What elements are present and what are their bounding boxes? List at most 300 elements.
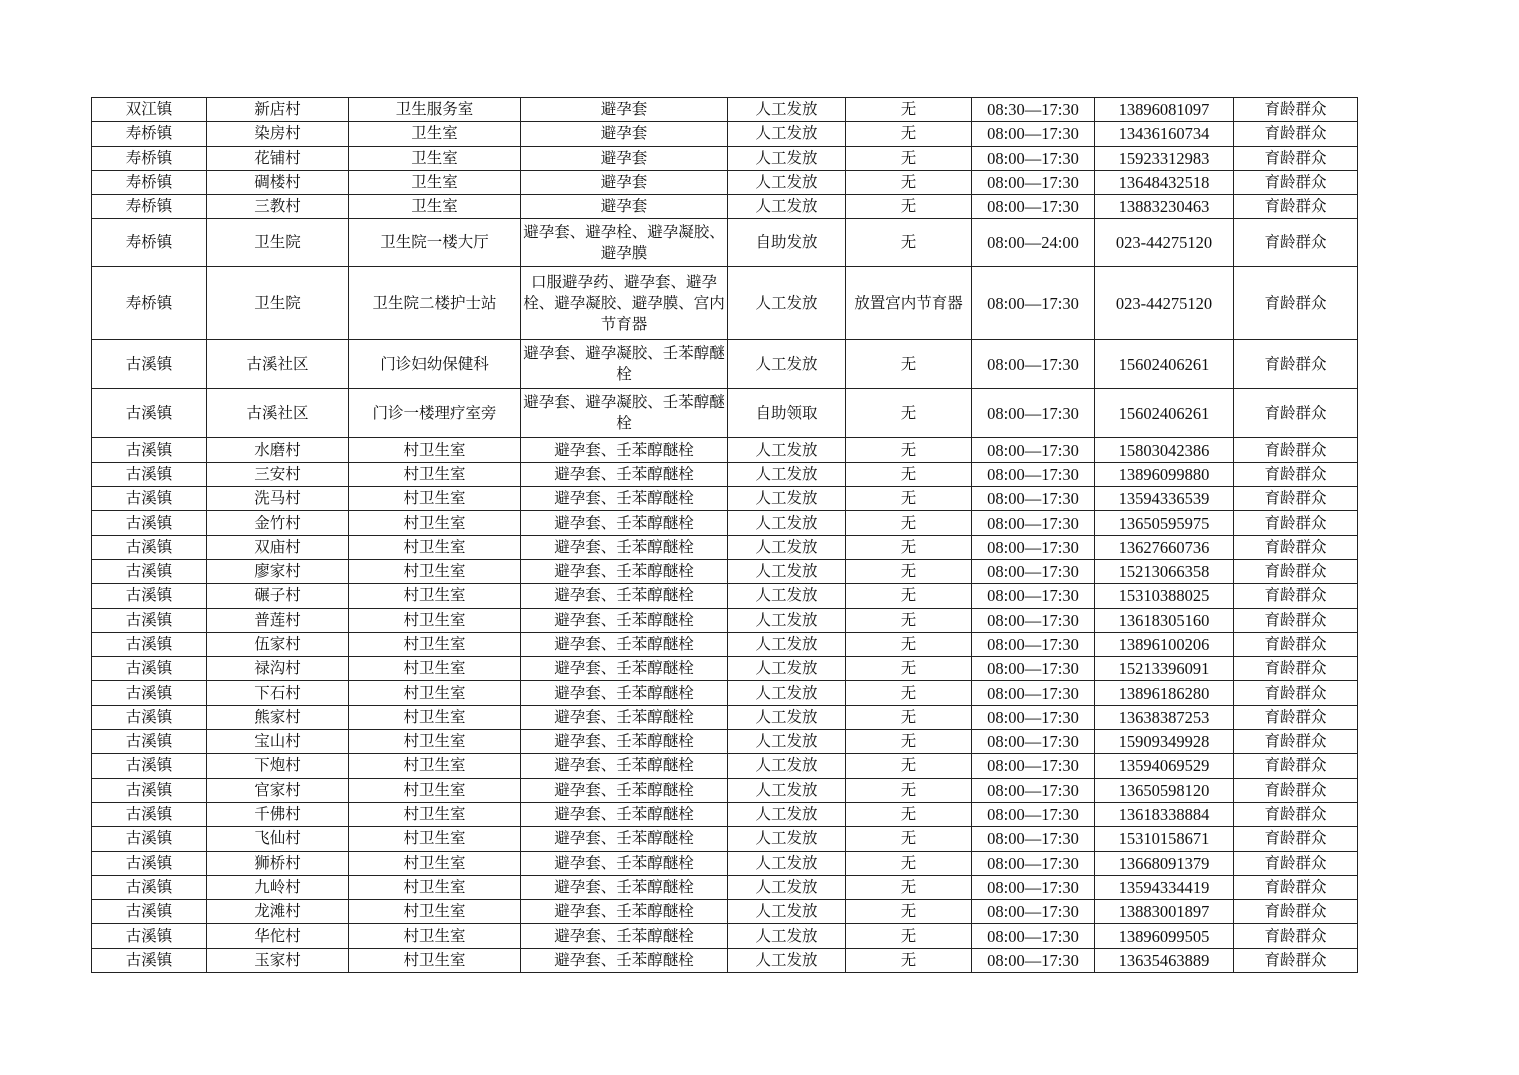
items-cell: 避孕套、壬苯醇醚栓 bbox=[521, 559, 728, 583]
phone-cell: 13618305160 bbox=[1095, 608, 1234, 632]
items-cell: 避孕套、壬苯醇醚栓 bbox=[521, 511, 728, 535]
site-cell: 千佛村 bbox=[207, 802, 349, 826]
hours-cell: 08:00—17:30 bbox=[972, 584, 1095, 608]
table-row bbox=[92, 900, 1358, 924]
method-cell: 人工发放 bbox=[728, 875, 846, 899]
table-row bbox=[92, 924, 1358, 948]
town-cell: 古溪镇 bbox=[92, 340, 207, 389]
other-service-cell: 无 bbox=[846, 608, 972, 632]
site-cell: 三安村 bbox=[207, 462, 349, 486]
site-cell: 三教村 bbox=[207, 195, 349, 219]
target-group-cell: 育龄群众 bbox=[1234, 705, 1358, 729]
items-cell: 避孕套、壬苯醇醚栓 bbox=[521, 681, 728, 705]
table-row bbox=[92, 681, 1358, 705]
target-group-cell: 育龄群众 bbox=[1234, 170, 1358, 194]
site-cell: 狮桥村 bbox=[207, 851, 349, 875]
table-row bbox=[92, 98, 1358, 122]
items-cell: 口服避孕药、避孕套、避孕栓、避孕凝胶、避孕膜、宫内节育器 bbox=[521, 267, 728, 340]
method-cell: 人工发放 bbox=[728, 98, 846, 122]
site-cell: 官家村 bbox=[207, 778, 349, 802]
location-cell: 卫生室 bbox=[349, 146, 521, 170]
method-cell: 人工发放 bbox=[728, 632, 846, 656]
site-cell: 熊家村 bbox=[207, 705, 349, 729]
town-cell: 寿桥镇 bbox=[92, 122, 207, 146]
phone-cell: 13650595975 bbox=[1095, 511, 1234, 535]
target-group-cell: 育龄群众 bbox=[1234, 875, 1358, 899]
items-cell: 避孕套 bbox=[521, 195, 728, 219]
target-group-cell: 育龄群众 bbox=[1234, 924, 1358, 948]
method-cell: 人工发放 bbox=[728, 511, 846, 535]
hours-cell: 08:00—17:30 bbox=[972, 754, 1095, 778]
method-cell: 人工发放 bbox=[728, 924, 846, 948]
items-cell: 避孕套、壬苯醇醚栓 bbox=[521, 632, 728, 656]
items-cell: 避孕套、壬苯醇醚栓 bbox=[521, 778, 728, 802]
site-cell: 卫生院 bbox=[207, 267, 349, 340]
items-cell: 避孕套、壬苯醇醚栓 bbox=[521, 900, 728, 924]
method-cell: 人工发放 bbox=[728, 195, 846, 219]
location-cell: 村卫生室 bbox=[349, 900, 521, 924]
site-cell: 下石村 bbox=[207, 681, 349, 705]
target-group-cell: 育龄群众 bbox=[1234, 340, 1358, 389]
method-cell: 人工发放 bbox=[728, 267, 846, 340]
items-cell: 避孕套、避孕凝胶、壬苯醇醚栓 bbox=[521, 340, 728, 389]
location-cell: 卫生室 bbox=[349, 170, 521, 194]
table-row bbox=[92, 219, 1358, 267]
location-cell: 村卫生室 bbox=[349, 535, 521, 559]
items-cell: 避孕套、壬苯醇醚栓 bbox=[521, 705, 728, 729]
phone-cell: 13896099880 bbox=[1095, 462, 1234, 486]
table-row bbox=[92, 340, 1358, 389]
phone-cell: 13650598120 bbox=[1095, 778, 1234, 802]
target-group-cell: 育龄群众 bbox=[1234, 98, 1358, 122]
items-cell: 避孕套、壬苯醇醚栓 bbox=[521, 657, 728, 681]
site-cell: 九岭村 bbox=[207, 875, 349, 899]
other-service-cell: 无 bbox=[846, 438, 972, 462]
method-cell: 人工发放 bbox=[728, 681, 846, 705]
table-row bbox=[92, 632, 1358, 656]
method-cell: 人工发放 bbox=[728, 487, 846, 511]
other-service-cell: 无 bbox=[846, 559, 972, 583]
items-cell: 避孕套、壬苯醇醚栓 bbox=[521, 948, 728, 972]
town-cell: 古溪镇 bbox=[92, 511, 207, 535]
location-cell: 村卫生室 bbox=[349, 657, 521, 681]
table-row bbox=[92, 705, 1358, 729]
other-service-cell: 无 bbox=[846, 657, 972, 681]
other-service-cell: 无 bbox=[846, 511, 972, 535]
phone-cell: 15310158671 bbox=[1095, 827, 1234, 851]
items-cell: 避孕套 bbox=[521, 146, 728, 170]
site-cell: 普莲村 bbox=[207, 608, 349, 632]
town-cell: 古溪镇 bbox=[92, 438, 207, 462]
table-row bbox=[92, 608, 1358, 632]
other-service-cell: 无 bbox=[846, 584, 972, 608]
target-group-cell: 育龄群众 bbox=[1234, 438, 1358, 462]
site-cell: 金竹村 bbox=[207, 511, 349, 535]
table-row bbox=[92, 559, 1358, 583]
method-cell: 人工发放 bbox=[728, 535, 846, 559]
method-cell: 人工发放 bbox=[728, 559, 846, 583]
location-cell: 村卫生室 bbox=[349, 948, 521, 972]
site-cell: 伍家村 bbox=[207, 632, 349, 656]
town-cell: 古溪镇 bbox=[92, 608, 207, 632]
items-cell: 避孕套、壬苯醇醚栓 bbox=[521, 875, 728, 899]
other-service-cell: 无 bbox=[846, 802, 972, 826]
location-cell: 村卫生室 bbox=[349, 438, 521, 462]
phone-cell: 13668091379 bbox=[1095, 851, 1234, 875]
other-service-cell: 无 bbox=[846, 705, 972, 729]
site-cell: 古溪社区 bbox=[207, 340, 349, 389]
target-group-cell: 育龄群众 bbox=[1234, 851, 1358, 875]
phone-cell: 15310388025 bbox=[1095, 584, 1234, 608]
site-cell: 龙滩村 bbox=[207, 900, 349, 924]
target-group-cell: 育龄群众 bbox=[1234, 681, 1358, 705]
table-row bbox=[92, 170, 1358, 194]
target-group-cell: 育龄群众 bbox=[1234, 389, 1358, 438]
phone-cell: 15909349928 bbox=[1095, 730, 1234, 754]
site-cell: 玉家村 bbox=[207, 948, 349, 972]
target-group-cell: 育龄群众 bbox=[1234, 584, 1358, 608]
hours-cell: 08:00—17:30 bbox=[972, 122, 1095, 146]
hours-cell: 08:00—17:30 bbox=[972, 487, 1095, 511]
hours-cell: 08:00—17:30 bbox=[972, 438, 1095, 462]
site-cell: 洗马村 bbox=[207, 487, 349, 511]
town-cell: 古溪镇 bbox=[92, 462, 207, 486]
location-cell: 卫生服务室 bbox=[349, 98, 521, 122]
location-cell: 卫生室 bbox=[349, 122, 521, 146]
town-cell: 古溪镇 bbox=[92, 924, 207, 948]
method-cell: 人工发放 bbox=[728, 122, 846, 146]
items-cell: 避孕套、壬苯醇醚栓 bbox=[521, 730, 728, 754]
town-cell: 古溪镇 bbox=[92, 487, 207, 511]
town-cell: 古溪镇 bbox=[92, 559, 207, 583]
table-row bbox=[92, 802, 1358, 826]
site-cell: 禄沟村 bbox=[207, 657, 349, 681]
target-group-cell: 育龄群众 bbox=[1234, 462, 1358, 486]
other-service-cell: 无 bbox=[846, 487, 972, 511]
hours-cell: 08:00—17:30 bbox=[972, 511, 1095, 535]
hours-cell: 08:00—17:30 bbox=[972, 948, 1095, 972]
location-cell: 村卫生室 bbox=[349, 487, 521, 511]
table-row bbox=[92, 146, 1358, 170]
phone-cell: 15803042386 bbox=[1095, 438, 1234, 462]
town-cell: 寿桥镇 bbox=[92, 195, 207, 219]
site-cell: 宝山村 bbox=[207, 730, 349, 754]
items-cell: 避孕套、壬苯醇醚栓 bbox=[521, 754, 728, 778]
phone-cell: 15923312983 bbox=[1095, 146, 1234, 170]
hours-cell: 08:00—17:30 bbox=[972, 608, 1095, 632]
items-cell: 避孕套、壬苯醇醚栓 bbox=[521, 608, 728, 632]
table-row bbox=[92, 267, 1358, 340]
hours-cell: 08:00—17:30 bbox=[972, 900, 1095, 924]
phone-cell: 13618338884 bbox=[1095, 802, 1234, 826]
site-cell: 双庙村 bbox=[207, 535, 349, 559]
table-row bbox=[92, 827, 1358, 851]
location-cell: 村卫生室 bbox=[349, 730, 521, 754]
other-service-cell: 无 bbox=[846, 924, 972, 948]
target-group-cell: 育龄群众 bbox=[1234, 608, 1358, 632]
method-cell: 人工发放 bbox=[728, 754, 846, 778]
target-group-cell: 育龄群众 bbox=[1234, 487, 1358, 511]
method-cell: 人工发放 bbox=[728, 802, 846, 826]
method-cell: 人工发放 bbox=[728, 778, 846, 802]
phone-cell: 13648432518 bbox=[1095, 170, 1234, 194]
site-cell: 碾子村 bbox=[207, 584, 349, 608]
site-cell: 廖家村 bbox=[207, 559, 349, 583]
target-group-cell: 育龄群众 bbox=[1234, 948, 1358, 972]
phone-cell: 13627660736 bbox=[1095, 535, 1234, 559]
town-cell: 古溪镇 bbox=[92, 535, 207, 559]
location-cell: 村卫生室 bbox=[349, 462, 521, 486]
distribution-table bbox=[91, 97, 1358, 973]
table-row bbox=[92, 462, 1358, 486]
target-group-cell: 育龄群众 bbox=[1234, 778, 1358, 802]
site-cell: 新店村 bbox=[207, 98, 349, 122]
items-cell: 避孕套、壬苯醇醚栓 bbox=[521, 535, 728, 559]
target-group-cell: 育龄群众 bbox=[1234, 559, 1358, 583]
town-cell: 寿桥镇 bbox=[92, 267, 207, 340]
town-cell: 古溪镇 bbox=[92, 754, 207, 778]
phone-cell: 13594069529 bbox=[1095, 754, 1234, 778]
hours-cell: 08:00—17:30 bbox=[972, 389, 1095, 438]
table-body bbox=[92, 98, 1358, 973]
hours-cell: 08:00—17:30 bbox=[972, 730, 1095, 754]
method-cell: 人工发放 bbox=[728, 730, 846, 754]
location-cell: 村卫生室 bbox=[349, 754, 521, 778]
site-cell: 卫生院 bbox=[207, 219, 349, 267]
town-cell: 古溪镇 bbox=[92, 948, 207, 972]
site-cell: 华佗村 bbox=[207, 924, 349, 948]
target-group-cell: 育龄群众 bbox=[1234, 754, 1358, 778]
location-cell: 村卫生室 bbox=[349, 584, 521, 608]
hours-cell: 08:00—17:30 bbox=[972, 657, 1095, 681]
target-group-cell: 育龄群众 bbox=[1234, 827, 1358, 851]
items-cell: 避孕套、壬苯醇醚栓 bbox=[521, 438, 728, 462]
phone-cell: 13635463889 bbox=[1095, 948, 1234, 972]
items-cell: 避孕套、壬苯醇醚栓 bbox=[521, 802, 728, 826]
other-service-cell: 无 bbox=[846, 681, 972, 705]
town-cell: 古溪镇 bbox=[92, 584, 207, 608]
hours-cell: 08:00—17:30 bbox=[972, 340, 1095, 389]
hours-cell: 08:00—17:30 bbox=[972, 170, 1095, 194]
site-cell: 古溪社区 bbox=[207, 389, 349, 438]
phone-cell: 15213066358 bbox=[1095, 559, 1234, 583]
site-cell: 水磨村 bbox=[207, 438, 349, 462]
other-service-cell: 无 bbox=[846, 146, 972, 170]
target-group-cell: 育龄群众 bbox=[1234, 195, 1358, 219]
town-cell: 古溪镇 bbox=[92, 657, 207, 681]
other-service-cell: 无 bbox=[846, 778, 972, 802]
hours-cell: 08:00—17:30 bbox=[972, 267, 1095, 340]
location-cell: 村卫生室 bbox=[349, 875, 521, 899]
target-group-cell: 育龄群众 bbox=[1234, 535, 1358, 559]
target-group-cell: 育龄群众 bbox=[1234, 267, 1358, 340]
target-group-cell: 育龄群众 bbox=[1234, 511, 1358, 535]
hours-cell: 08:00—17:30 bbox=[972, 462, 1095, 486]
table-row bbox=[92, 584, 1358, 608]
other-service-cell: 无 bbox=[846, 900, 972, 924]
location-cell: 村卫生室 bbox=[349, 705, 521, 729]
table-row bbox=[92, 875, 1358, 899]
hours-cell: 08:00—17:30 bbox=[972, 875, 1095, 899]
method-cell: 人工发放 bbox=[728, 900, 846, 924]
location-cell: 村卫生室 bbox=[349, 802, 521, 826]
other-service-cell: 无 bbox=[846, 948, 972, 972]
location-cell: 村卫生室 bbox=[349, 559, 521, 583]
phone-cell: 13896099505 bbox=[1095, 924, 1234, 948]
town-cell: 古溪镇 bbox=[92, 681, 207, 705]
method-cell: 人工发放 bbox=[728, 948, 846, 972]
phone-cell: 13896186280 bbox=[1095, 681, 1234, 705]
method-cell: 人工发放 bbox=[728, 827, 846, 851]
table-row bbox=[92, 122, 1358, 146]
method-cell: 人工发放 bbox=[728, 170, 846, 194]
town-cell: 寿桥镇 bbox=[92, 146, 207, 170]
table-row bbox=[92, 730, 1358, 754]
table-row bbox=[92, 438, 1358, 462]
location-cell: 村卫生室 bbox=[349, 632, 521, 656]
phone-cell: 13883230463 bbox=[1095, 195, 1234, 219]
hours-cell: 08:00—17:30 bbox=[972, 802, 1095, 826]
target-group-cell: 育龄群众 bbox=[1234, 219, 1358, 267]
target-group-cell: 育龄群众 bbox=[1234, 802, 1358, 826]
other-service-cell: 无 bbox=[846, 827, 972, 851]
table-row bbox=[92, 511, 1358, 535]
site-cell: 下炮村 bbox=[207, 754, 349, 778]
town-cell: 寿桥镇 bbox=[92, 219, 207, 267]
target-group-cell: 育龄群众 bbox=[1234, 730, 1358, 754]
hours-cell: 08:00—17:30 bbox=[972, 146, 1095, 170]
items-cell: 避孕套 bbox=[521, 122, 728, 146]
table-row bbox=[92, 754, 1358, 778]
method-cell: 人工发放 bbox=[728, 608, 846, 632]
hours-cell: 08:00—17:30 bbox=[972, 195, 1095, 219]
table-row bbox=[92, 195, 1358, 219]
hours-cell: 08:00—17:30 bbox=[972, 778, 1095, 802]
other-service-cell: 无 bbox=[846, 170, 972, 194]
method-cell: 人工发放 bbox=[728, 340, 846, 389]
location-cell: 村卫生室 bbox=[349, 827, 521, 851]
location-cell: 门诊一楼理疗室旁 bbox=[349, 389, 521, 438]
town-cell: 古溪镇 bbox=[92, 851, 207, 875]
phone-cell: 15602406261 bbox=[1095, 340, 1234, 389]
hours-cell: 08:00—17:30 bbox=[972, 827, 1095, 851]
method-cell: 人工发放 bbox=[728, 438, 846, 462]
site-cell: 飞仙村 bbox=[207, 827, 349, 851]
table-row bbox=[92, 487, 1358, 511]
other-service-cell: 无 bbox=[846, 219, 972, 267]
town-cell: 古溪镇 bbox=[92, 827, 207, 851]
target-group-cell: 育龄群众 bbox=[1234, 900, 1358, 924]
target-group-cell: 育龄群众 bbox=[1234, 122, 1358, 146]
phone-cell: 13638387253 bbox=[1095, 705, 1234, 729]
location-cell: 卫生院一楼大厅 bbox=[349, 219, 521, 267]
other-service-cell: 无 bbox=[846, 754, 972, 778]
table-row bbox=[92, 851, 1358, 875]
phone-cell: 13436160734 bbox=[1095, 122, 1234, 146]
items-cell: 避孕套、壬苯醇醚栓 bbox=[521, 462, 728, 486]
hours-cell: 08:00—17:30 bbox=[972, 681, 1095, 705]
town-cell: 古溪镇 bbox=[92, 900, 207, 924]
hours-cell: 08:00—24:00 bbox=[972, 219, 1095, 267]
town-cell: 古溪镇 bbox=[92, 730, 207, 754]
method-cell: 人工发放 bbox=[728, 705, 846, 729]
items-cell: 避孕套 bbox=[521, 98, 728, 122]
method-cell: 人工发放 bbox=[728, 584, 846, 608]
site-cell: 碉楼村 bbox=[207, 170, 349, 194]
other-service-cell: 无 bbox=[846, 340, 972, 389]
location-cell: 村卫生室 bbox=[349, 681, 521, 705]
town-cell: 古溪镇 bbox=[92, 705, 207, 729]
town-cell: 古溪镇 bbox=[92, 802, 207, 826]
items-cell: 避孕套、壬苯醇醚栓 bbox=[521, 584, 728, 608]
hours-cell: 08:30—17:30 bbox=[972, 98, 1095, 122]
target-group-cell: 育龄群众 bbox=[1234, 146, 1358, 170]
location-cell: 卫生室 bbox=[349, 195, 521, 219]
other-service-cell: 无 bbox=[846, 730, 972, 754]
town-cell: 古溪镇 bbox=[92, 389, 207, 438]
method-cell: 人工发放 bbox=[728, 462, 846, 486]
phone-cell: 13896081097 bbox=[1095, 98, 1234, 122]
method-cell: 人工发放 bbox=[728, 657, 846, 681]
phone-cell: 13594334419 bbox=[1095, 875, 1234, 899]
table-row bbox=[92, 778, 1358, 802]
method-cell: 人工发放 bbox=[728, 851, 846, 875]
items-cell: 避孕套、壬苯醇醚栓 bbox=[521, 487, 728, 511]
location-cell: 村卫生室 bbox=[349, 511, 521, 535]
town-cell: 双江镇 bbox=[92, 98, 207, 122]
phone-cell: 13883001897 bbox=[1095, 900, 1234, 924]
phone-cell: 13896100206 bbox=[1095, 632, 1234, 656]
phone-cell: 15602406261 bbox=[1095, 389, 1234, 438]
town-cell: 寿桥镇 bbox=[92, 170, 207, 194]
other-service-cell: 无 bbox=[846, 389, 972, 438]
hours-cell: 08:00—17:30 bbox=[972, 851, 1095, 875]
location-cell: 村卫生室 bbox=[349, 778, 521, 802]
location-cell: 村卫生室 bbox=[349, 608, 521, 632]
location-cell: 村卫生室 bbox=[349, 924, 521, 948]
other-service-cell: 无 bbox=[846, 98, 972, 122]
site-cell: 花铺村 bbox=[207, 146, 349, 170]
location-cell: 卫生院二楼护士站 bbox=[349, 267, 521, 340]
other-service-cell: 无 bbox=[846, 851, 972, 875]
phone-cell: 15213396091 bbox=[1095, 657, 1234, 681]
phone-cell: 023-44275120 bbox=[1095, 267, 1234, 340]
town-cell: 古溪镇 bbox=[92, 875, 207, 899]
location-cell: 村卫生室 bbox=[349, 851, 521, 875]
table-row bbox=[92, 389, 1358, 438]
target-group-cell: 育龄群众 bbox=[1234, 657, 1358, 681]
other-service-cell: 无 bbox=[846, 195, 972, 219]
hours-cell: 08:00—17:30 bbox=[972, 535, 1095, 559]
other-service-cell: 无 bbox=[846, 462, 972, 486]
location-cell: 门诊妇幼保健科 bbox=[349, 340, 521, 389]
town-cell: 古溪镇 bbox=[92, 778, 207, 802]
items-cell: 避孕套、避孕栓、避孕凝胶、避孕膜 bbox=[521, 219, 728, 267]
table-row bbox=[92, 657, 1358, 681]
other-service-cell: 无 bbox=[846, 632, 972, 656]
items-cell: 避孕套 bbox=[521, 170, 728, 194]
items-cell: 避孕套、壬苯醇醚栓 bbox=[521, 851, 728, 875]
method-cell: 人工发放 bbox=[728, 146, 846, 170]
other-service-cell: 放置宫内节育器 bbox=[846, 267, 972, 340]
hours-cell: 08:00—17:30 bbox=[972, 632, 1095, 656]
items-cell: 避孕套、壬苯醇醚栓 bbox=[521, 827, 728, 851]
table-row bbox=[92, 948, 1358, 972]
phone-cell: 023-44275120 bbox=[1095, 219, 1234, 267]
other-service-cell: 无 bbox=[846, 875, 972, 899]
hours-cell: 08:00—17:30 bbox=[972, 705, 1095, 729]
phone-cell: 13594336539 bbox=[1095, 487, 1234, 511]
